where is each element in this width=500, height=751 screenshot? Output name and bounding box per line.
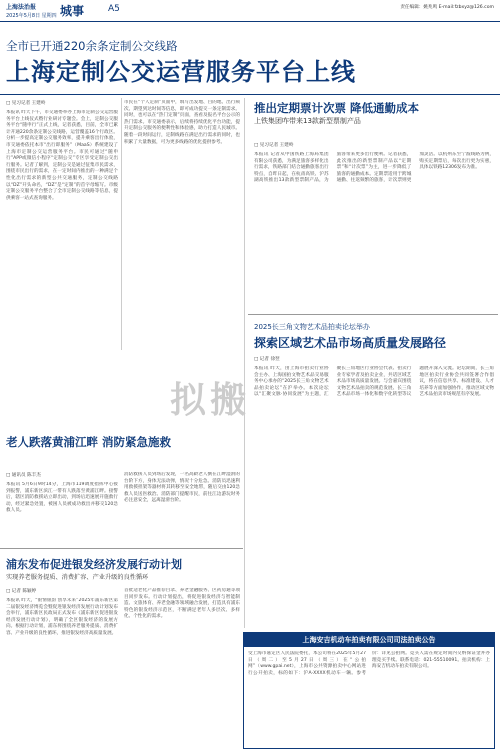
section-d-body-2: 消防救援人员到场后发现，一名高龄老人倒在江畔湿滑的台阶下方，身体无法动弹，情况十分危急。消防员迅速利用救援担架等器材将其转移至安全地带，随后交由120急救人员送医救治。消防部门提醒市民，前往江边游玩时务必注意安全，远离湿滑台阶。 [124,472,240,504]
auction-notice-body: 受上海市嘉定区人民法院委托，本公司将在2025年5月27日（周二）至5月27日（周三）在“公拍网”（www.gpai.net），上海市公共资源拍卖中心网站进行公开拍卖，标的如下：沪A·XXXX机动车一辆。参考价：详见公拍网。竞买人需在规定时间内交纳保证金并办理竞买手续。联系电话：021-55510091。拍卖机构：上海安吉机动车拍卖有限公司。 [248,651,490,676]
section-c-byline: □ 记者 徐翌 [254,357,280,362]
section-d-title: 老人跌落黄浦江畔 消防紧急施救 [6,435,172,449]
section-b-byline: □ 见习记者 王建岭 [254,143,294,148]
section-e-body: 本报讯 昨天，“银情银韵 创享未来”2025年浦东新区第二届银发经济博览会暨促进银发经济发展行动计划发布会举行，浦东新区民政局正式发布《浦东新区促进银发经济发展行动计划》，明确了全区银发经济的发展方向。根据行动计划，浦东将围绕养老服务提质、消费扩容、产业升级的良性循环，推进银发经济高质量发展。 [6,598,118,636]
section-b-title: 推出定期票计次票 降低通勤成本 [254,101,420,115]
lead-byline: □ 见习记者 王建岭 [6,101,46,106]
section-b-subtitle: 上铁集团咋带来13款新型票制产品 [254,117,361,125]
divider [0,94,500,95]
column-divider [244,98,245,628]
page-number: A5 [108,4,120,14]
section-e-title: 浦东发布促进银发经济发展行动计划 [6,558,182,571]
section-c-kicker: 2025长三角文物艺术品拍卖论坛举办 [254,323,370,331]
section-e-subtitle: 实现养老服务提质、消费扩容、产业升级的良性循环 [6,574,149,581]
issue-date: 2025年5月8日 星期四 [6,13,57,19]
auction-notice-title: 上海安吉机动车拍卖有限公司司法拍卖公告 [244,633,494,647]
section-c-body: 本报讯 昨天，由上海市拍卖行业协会主办、上海国拍文物艺术品交易服务中心承办的“2025长三角文物艺术品拍卖论坛”在沪举办。本次论坛以“汇聚文脉·协同发展”为主题，汇聚长三角地区行业协会代表、拍卖行业专家学者及拍卖企业，共话区域艺术品市场高质量发展。与会嘉宾围绕文物艺术品拍卖的规范发展、长三角艺术品市场一体化和数字化转型等议题展开深入交流。论坛期间，长三角地区拍卖行业协会共同签署合作倡议，将在信息共享、标准建设、人才培养等方面加强协作，推动区域文物艺术品拍卖市场规范有序发展。 [254,366,494,398]
section-d-body: 本报讯 5月6日9时14分，上海市119调度指挥中心接到报警，浦东新区滨江一带有人跌落至黄浦江畔。接警后，辖区消防救援站立即出动，到场后迅速展开施救行动，经过紧急处置，被困人员被成功救出并移交120急救人员。 [6,482,118,514]
divider [248,314,498,315]
newspaper-logo: 上海法治报 [6,4,37,11]
lead-body: 本报讯 昨天下午，市交通委举办上海市定制公交运营服务平台上线仪式暨行业研讨专题会。会上，定制公交服务平台“随申行”正式上线，记者获悉，目前，全市已累计开通220余条定制公交线路，运营覆盖16个行政区。分析一步提高定制公交服务效率，提升乘客出行体验，市交通委依托本市“出行即服务”（MaaS）系统建设了上海市定制公交运营服务平台。市民可通过“随申行”APP或微信小程序“定制公交”专区享受定制公交出行服务。记者了解到，定制公交是通过征集市民需求，围绕市民出行的需求，在一定时间内推出的一种满足个性化出行需求的新型公共交通服务，定制公交线路以“DZ”开头命名，“DZ”是“定制”的首字母缩写。市级定制公交服务平台整合了全市定制公交线路等信息，提供乘客一站式查询服务。 [6,110,118,201]
auction-notice [243,632,495,749]
watermark: 拟搬 [170,379,251,421]
editor-info: 责任编辑：姚兆鸣 E-mail:fzbxyz@126.com [400,5,494,10]
lead-headline: 上海定制公交运营服务平台上线 [6,57,356,86]
lead-kicker: 全市已开通220余条定制公交线路 [6,39,178,53]
page-header [0,0,500,22]
lead-body-2: 市民在“个人定制”页面中，填写出发地、目的地、出行频次、期望到达时间等信息，即可成功提交一条定制需求。同时，也可以在“热门定制”页面，查看及报名平台公示的热门需求。市交通委表示，后续将持续优化平台功能，提升定制公交服务的便利性和体验感，助力打造人民城市。随着一段时间运行，定制线路在满足出行需求的同时，也积累了大量数据，可为更多线路的优化提供参考。 [124,100,240,145]
divider [0,548,243,549]
section-c-title: 探索区域艺术品市场高质量发展路径 [254,336,447,350]
section-e-body-2: 首批适老化产品推荐目录、养老金融服务、区药房通等项目同步发布。行动计划提出，将促进银发经济与智能制造、文旅体育、养老金融等领域融合发展，打造具有浦东特色的银发经济示范区，不断满足老年人多层次、多样化、个性化的需求。 [124,588,240,620]
section-e-byline: □ 记者 陈颖婷 [6,589,37,594]
section-name: 城事 [60,4,85,18]
section-d-byline: □ 通讯员 陈丰杰 [6,473,41,478]
column-divider [121,98,122,350]
section-b-body: 本报讯 记者从中国铁路上海局集团有限公司获悉，为满足旅客多样化出行需求，铁路部门结合通勤旅客出行特点，自昨日起，在杭甬高铁、沪苏湖高铁推出13款新型票制产品，为旅客带来更多出行便利。记者获悉，此次推出的新型票制产品以“定期票”和“计次票”为主，进一步降低了旅客的通勤成本。定期票适用于跨城通勤、往返频繁的旅客，计次票则更加灵活。以杭州东至宁波线路为例，购买定期票后，每次出行更为实惠，具体以铁路12306发布为准。 [254,152,494,184]
